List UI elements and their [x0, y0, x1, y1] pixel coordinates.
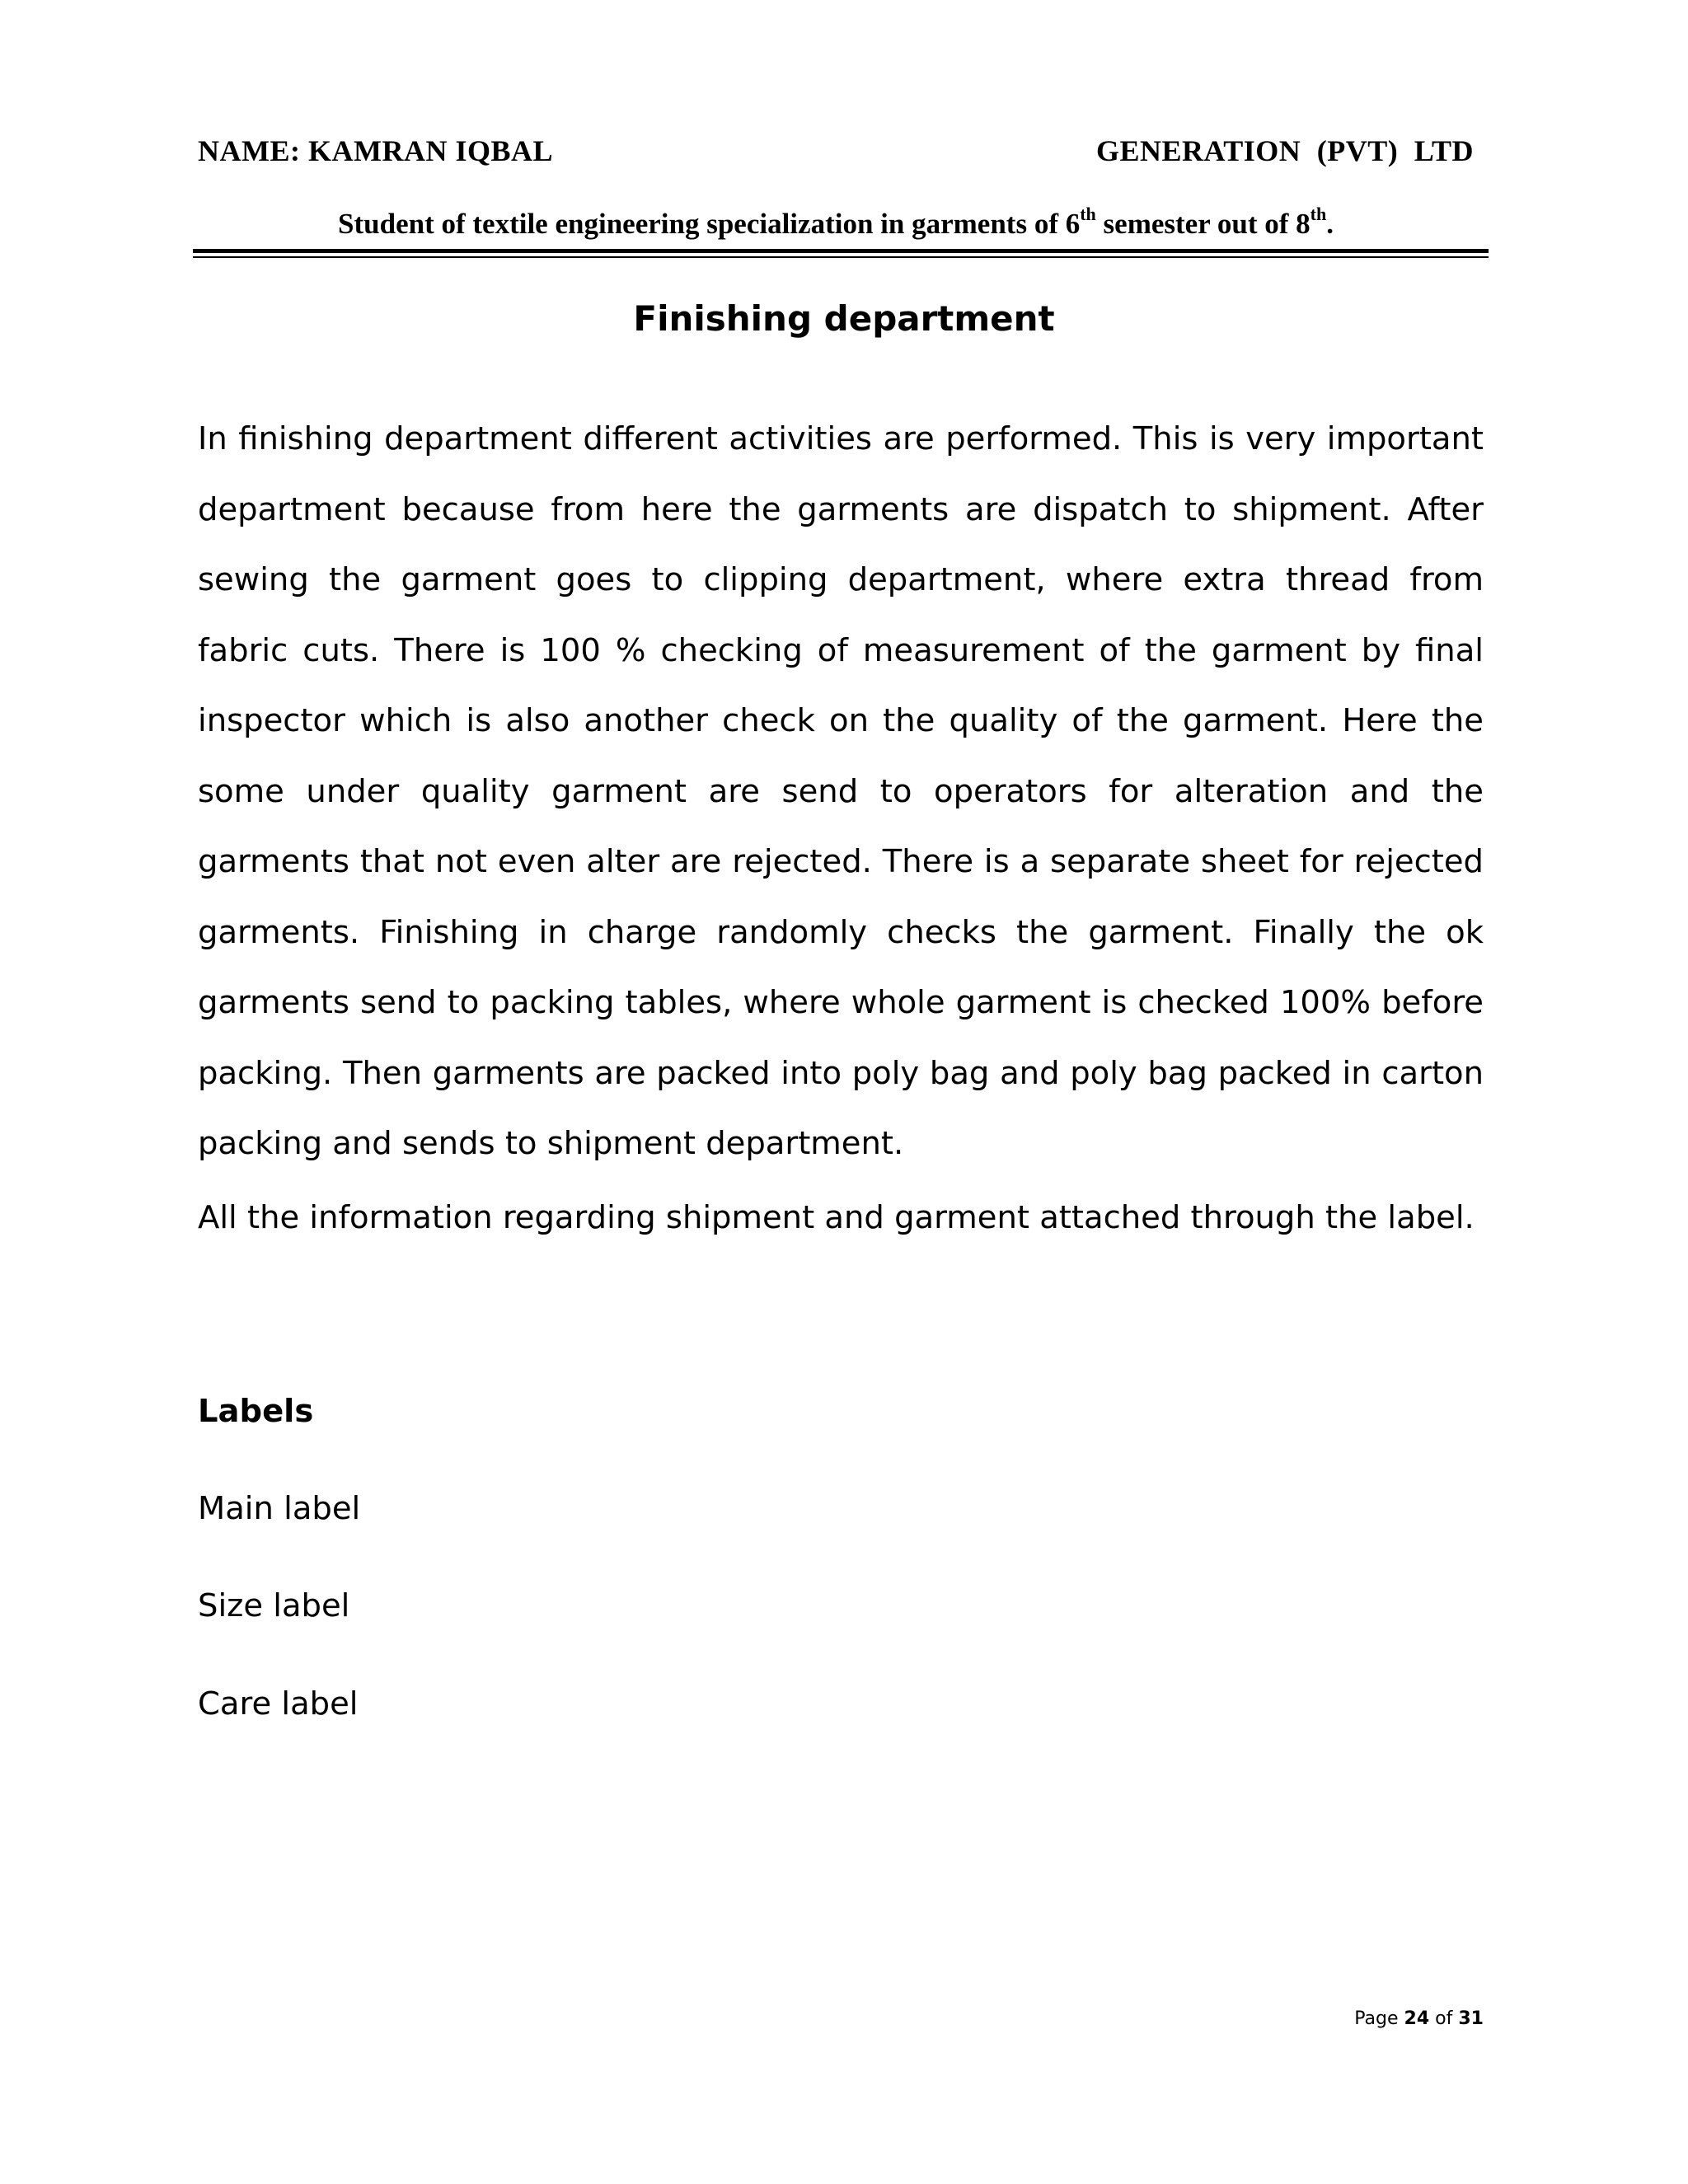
total-page-count: 31 — [1458, 2008, 1484, 2029]
subheader-text-b: semester out of 8 — [1095, 208, 1311, 240]
subheader-text-c: . — [1326, 208, 1334, 240]
page-header — [198, 134, 1474, 175]
label-item-care: Care label — [198, 1685, 359, 1722]
header-divider-thick — [193, 249, 1489, 253]
page-prefix: Page — [1354, 2008, 1404, 2029]
labels-heading: Labels — [198, 1393, 314, 1430]
subheader-text-a: Student of textile engineering specialization in garments of 6 — [338, 208, 1081, 240]
subheader-sup-a: th — [1080, 204, 1096, 225]
current-page-number: 24 — [1404, 2008, 1430, 2029]
label-item-main: Main label — [198, 1490, 361, 1527]
author-name: NAME: KAMRAN IQBAL — [198, 134, 553, 167]
label-info-paragraph: All the information regarding shipment and garment attached through the label. — [198, 1199, 1475, 1236]
page-of: of — [1429, 2008, 1459, 2029]
label-item-size: Size label — [198, 1587, 350, 1624]
page-number-footer — [1354, 2008, 1484, 2029]
page-title: Finishing department — [633, 298, 1055, 339]
company-name: GENERATION (PVT) LTD — [1095, 134, 1474, 167]
finishing-paragraph: In finishing department different activities are performed. This is very important department because from here the garments are dispatch to shipment. After sewing the garment goes to clipping department, where extra thread from fabric cuts. There is 100 % checking of measurement of the garment by final inspector which is also another check on the quality of the garment. Here the some under quality garment are send to operators for alteration and the garments that not even alter are rejected. There is a separate sheet for rejected garments. Finishing in charge randomly checks the garment. Finally the ok garments send to packing tables, where whole garment is checked 100% before packing. Then garments are packed into poly bag and poly bag packed in carton packing and sends to shipment department. — [198, 420, 1484, 1162]
student-description — [195, 204, 1477, 241]
header-divider-thin — [193, 256, 1489, 258]
subheader-sup-b: th — [1310, 204, 1327, 225]
